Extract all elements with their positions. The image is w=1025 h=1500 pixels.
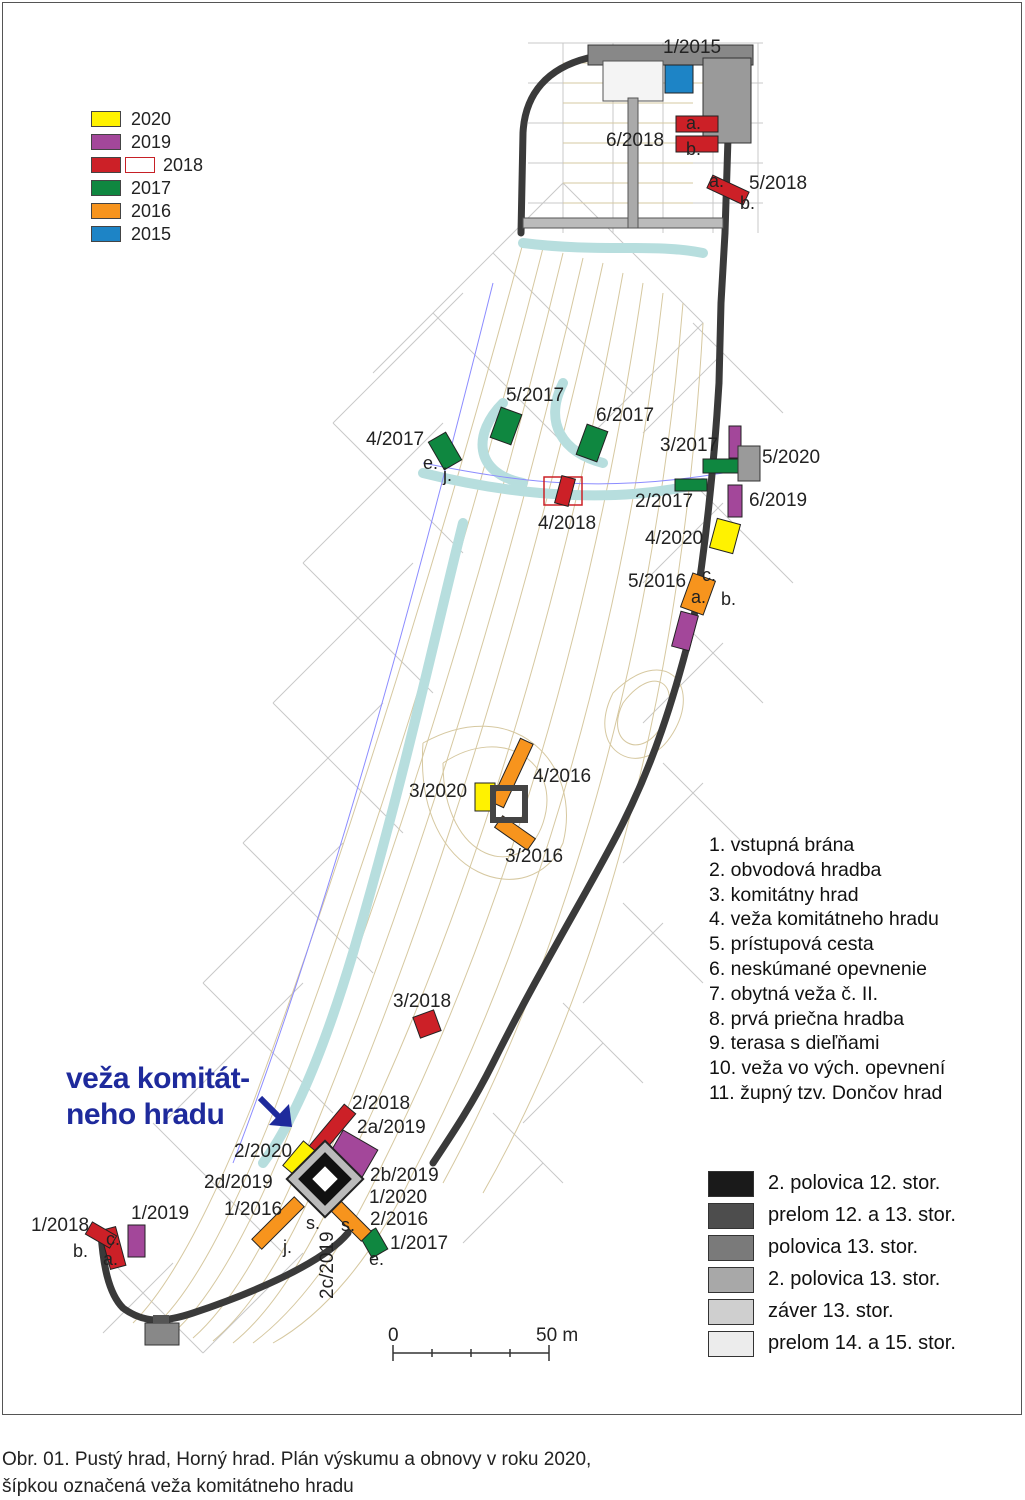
label-6-2018-a: a. — [686, 113, 702, 133]
label-4-2017: 4/2017 — [366, 429, 425, 450]
tower-note-line-2: neho hradu — [66, 1098, 225, 1131]
label-2-2018: 2/2018 — [352, 1093, 411, 1114]
period-swatch — [708, 1331, 754, 1357]
swatch-2018 — [91, 157, 121, 173]
label-6-2017: 6/2017 — [596, 405, 655, 426]
label-1-2020: 1/2020 — [369, 1187, 428, 1208]
swatch-2017 — [91, 180, 121, 196]
label-5-2016: 5/2016 — [628, 571, 687, 592]
site-item: 11. župný tzv. Dončov hrad — [709, 1081, 943, 1104]
label-2a-2019: 2a/2019 — [357, 1117, 426, 1138]
research-area-4-2018 — [555, 476, 576, 507]
swatch-2015 — [91, 226, 121, 242]
label-2-2016: 2/2016 — [370, 1209, 429, 1230]
site-item: 7. obytná veža č. II. — [709, 982, 879, 1005]
label-5-2016-b: b. — [721, 589, 737, 609]
year-label: 2018 — [163, 155, 204, 175]
label-2-2020: 2/2020 — [234, 1141, 293, 1162]
label-1-2017-e: e. — [369, 1249, 385, 1269]
scale-start: 0 — [388, 1325, 399, 1346]
period-swatch — [708, 1267, 754, 1293]
period-swatch — [708, 1171, 754, 1197]
scale-bar — [393, 1345, 549, 1361]
tower-arrow-icon — [260, 1098, 292, 1127]
label-3-2018: 3/2018 — [393, 991, 452, 1012]
site-feature-list — [709, 833, 945, 1106]
period-label: prelom 14. a 15. stor. — [768, 1332, 956, 1354]
survey-grid — [103, 43, 793, 1353]
label-2c-2019-s: s. — [341, 1215, 356, 1235]
label-1-2018-b: b. — [73, 1241, 89, 1261]
site-item: 10. veža vo vých. opevnení — [709, 1057, 946, 1080]
label-1-2017: 1/2017 — [390, 1233, 449, 1254]
label-2d-2019: 2d/2019 — [204, 1172, 273, 1193]
period-swatch — [708, 1235, 754, 1261]
label-2b-2019: 2b/2019 — [370, 1165, 439, 1186]
site-item: 9. terasa s dieľňami — [709, 1032, 880, 1055]
label-3-2017: 3/2017 — [660, 435, 719, 456]
tower-note — [66, 1061, 250, 1133]
year-label: 2019 — [131, 132, 172, 152]
map-frame — [2, 2, 1022, 1415]
label-1-2016-s: s. — [306, 1213, 321, 1233]
label-5-2018-b: b. — [740, 193, 756, 213]
label-5-2020: 5/2020 — [762, 447, 821, 468]
label-4-2017-e: e. — [423, 453, 439, 473]
figure-caption — [2, 1446, 591, 1500]
research-areas-2020 — [283, 454, 756, 1177]
year-label: 2016 — [131, 201, 172, 221]
label-1-2016: 1/2016 — [224, 1199, 283, 1220]
swatch-2020 — [91, 111, 121, 127]
label-4-2017-j: j. — [443, 465, 452, 485]
label-3-2020: 3/2020 — [409, 781, 468, 802]
period-label: prelom 12. a 13. stor. — [768, 1204, 956, 1226]
site-item: 2. obvodová hradba — [709, 858, 882, 881]
label-1-2019: 1/2019 — [131, 1203, 190, 1224]
site-item: 3. komitátny hrad — [709, 883, 859, 906]
label-4-2016: 4/2016 — [533, 766, 592, 787]
year-label: 2015 — [131, 224, 172, 244]
label-4-2020: 4/2020 — [645, 528, 704, 549]
label-2c-2019: 2c/2019 — [317, 1231, 338, 1299]
label-6-2019: 6/2019 — [749, 490, 808, 511]
period-label: 2. polovica 13. stor. — [768, 1268, 941, 1290]
period-label: záver 13. stor. — [768, 1300, 894, 1322]
site-item: 6. neskúmané opevnenie — [709, 957, 927, 980]
swatch-2019 — [91, 134, 121, 150]
period-swatch — [708, 1203, 754, 1229]
period-swatch — [708, 1299, 754, 1325]
label-2-2017: 2/2017 — [635, 491, 694, 512]
period-label: polovica 13. stor. — [768, 1236, 919, 1258]
site-item: 8. prvá priečna hradba — [709, 1007, 905, 1030]
label-1-2018-c: c. — [106, 1229, 121, 1249]
label-5-2016-a: a. — [691, 587, 707, 607]
label-1-2018: 1/2018 — [31, 1215, 90, 1236]
site-item: 1. vstupná brána — [709, 834, 855, 856]
period-label: 2. polovica 12. stor. — [768, 1172, 941, 1194]
caption-line-1: Obr. 01. Pustý hrad, Horný hrad. Plán výskumu a obnovy v roku 2020, — [2, 1449, 592, 1470]
site-item: 4. veža komitátneho hradu — [709, 908, 939, 931]
label-5-2016-c: c. — [702, 565, 717, 585]
tower-note-line-1: veža komitát- — [66, 1062, 250, 1095]
scale-end: 50 m — [536, 1325, 579, 1346]
label-1-2018-a: a. — [103, 1249, 119, 1269]
label-5-2018-a: a. — [709, 171, 725, 191]
label-1-2015: 1/2015 — [663, 37, 722, 58]
site-item: 5. prístupová cesta — [709, 933, 874, 956]
label-5-2017: 5/2017 — [506, 385, 565, 406]
swatch-2018-outline — [125, 157, 155, 173]
east-tower — [738, 446, 760, 481]
slope-strips — [263, 243, 703, 1163]
label-1-2016-j: j. — [283, 1237, 292, 1257]
year-label: 2017 — [131, 178, 172, 198]
label-3-2016: 3/2016 — [505, 846, 564, 867]
swatch-2016 — [91, 203, 121, 219]
caption-line-2: šípkou označená veža komitátneho hradu — [2, 1476, 354, 1497]
year-label: 2020 — [131, 109, 172, 129]
label-5-2018: 5/2018 — [749, 173, 808, 194]
label-4-2018: 4/2018 — [538, 513, 597, 534]
label-6-2018-b: b. — [686, 139, 702, 159]
label-6-2018: 6/2018 — [606, 130, 665, 151]
research-area-1-2015 — [665, 65, 693, 93]
